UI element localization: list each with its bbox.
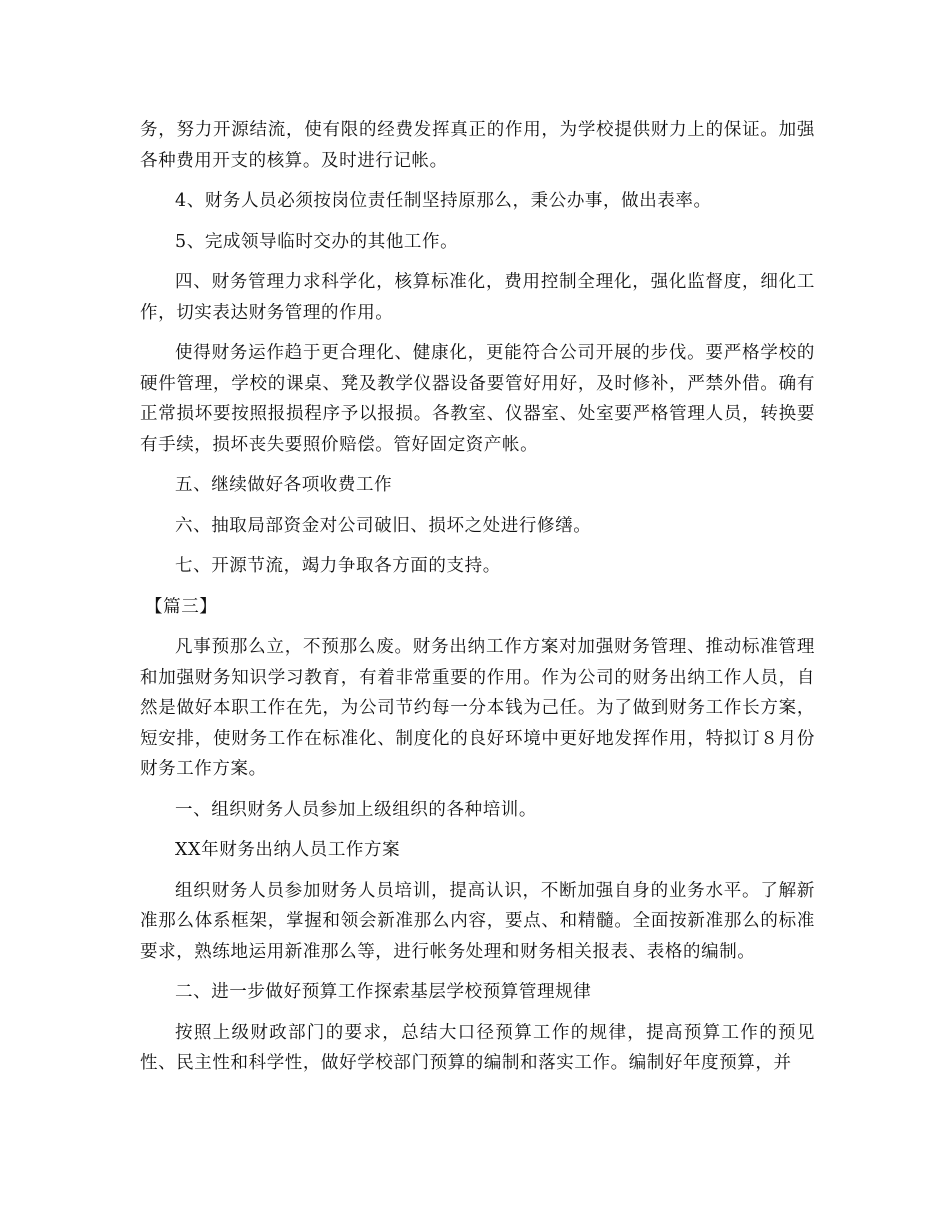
paragraph-7: 六、抽取局部资金对公司破旧、损坏之处进行修缮。 (175, 515, 592, 536)
paragraph-9: 凡事预那么立，不预那么废。财务出纳工作方案对加强财务管理、推动标准管理和加强财务知识学习教育，有着非常重要的作用。作为公司的财务出纳工作人员，自然是做好本职工作在先，为公司节约每一分本钱为己任。为了做到财务工作长方案，短安排，使财务工作在标准化、制度化的良好环境中更好地发挥作用，特拟订８月份财务工作方案。 (140, 637, 815, 779)
paragraph-8: 七、开源节流，竭力争取各方面的支持。 (175, 556, 501, 576)
section-heading: 【篇三】 (145, 596, 218, 617)
paragraph-5: 使得财务运作趋于更合理化、健康化，更能符合公司开展的步伐。要严格学校的硬件管理，学校的课桌、凳及教学仪器设备要管好用好，及时修补，严禁外借。确有正常损坏要按照报损程序予以报损。各教室、仪器室、处室要严格管理人员，转换要有手续，损坏丧失要照价赔偿。管好固定资产帐。 (140, 343, 815, 455)
paragraph-1: 务，努力开源结流，使有限的经费发挥真正的作用，为学校提供财力上的保证。加强各种费用开支的核算。及时进行记帐。 (140, 120, 815, 171)
document-page (140, 115, 815, 1089)
paragraph-11: XX年财务出纳人员工作方案 (175, 840, 401, 860)
paragraph-4: 四、财务管理力求科学化，核算标准化，费用控制全理化，强化监督度，细化工作，切实表达财务管理的作用。 (140, 272, 815, 323)
paragraph-6: 五、继续做好各项收费工作 (175, 475, 393, 495)
paragraph-2: 4、财务人员必须按岗位责任制坚持原那么，秉公办事，做出表率。 (175, 191, 712, 211)
paragraph-12: 组织财务人员参加财务人员培训，提高认识，不断加强自身的业务水平。了解新准那么体系框架，掌握和领会新准那么内容，要点、和精髓。全面按新准那么的标准要求，熟练地运用新准那么等，进行帐务处理和财务相关报表、表格的编制。 (140, 880, 815, 962)
paragraph-14: 按照上级财政部门的要求，总结大口径预算工作的规律，提高预算工作的预见性、民主性和科学性，做好学校部门预算的编制和落实工作。编制好年度预算，并 (140, 1022, 815, 1073)
paragraph-13: 二、进一步做好预算工作探索基层学校预算管理规律 (175, 982, 592, 1002)
paragraph-3: 5、完成领导临时交办的其他工作。 (175, 231, 459, 252)
paragraph-10: 一、组织财务人员参加上级组织的各种培训。 (175, 799, 537, 820)
